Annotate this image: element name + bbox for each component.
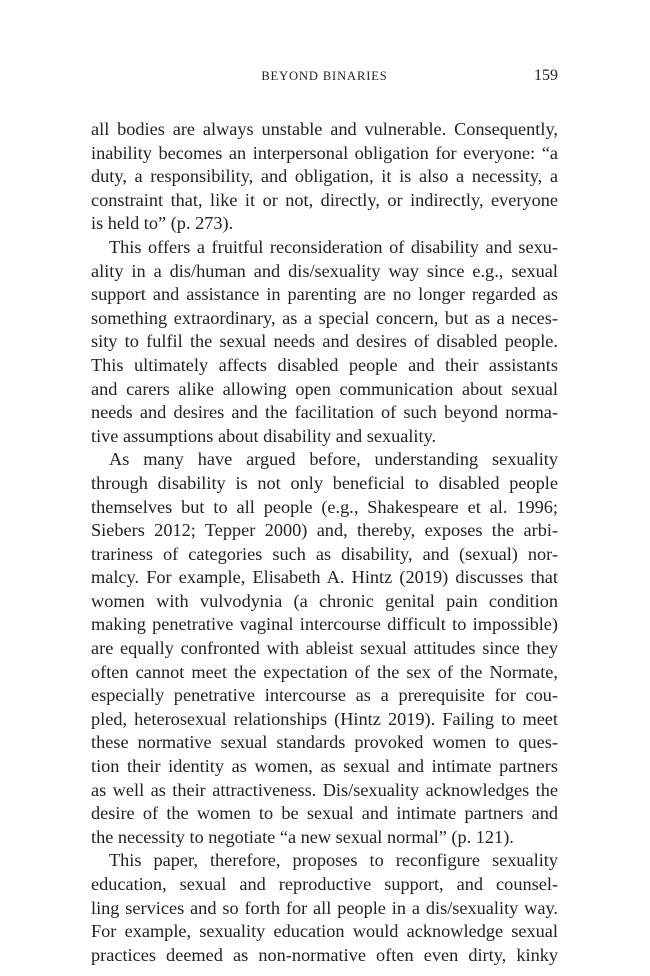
text-line: practices deemed as non-normative often even dirty, kinky — [91, 944, 558, 965]
text-line: pled, heterosexual relationships (Hintz 2019). Failing to meet — [91, 708, 558, 729]
text-line: women with vulvodynia (a chronic genital pain condition — [91, 590, 558, 611]
page-number: 159 — [534, 67, 558, 84]
text-line: is held to” (p. 273). — [91, 213, 234, 234]
text-line: the necessity to negotiate “a new sexual normal” (p. 121). — [91, 826, 514, 847]
text-line: trariness of categories such as disability, and (sexual) nor- — [91, 543, 558, 564]
text-line: especially penetrative intercourse as a prerequisite for cou- — [91, 685, 558, 706]
text-line: making penetrative vaginal intercourse difficult to impossible) — [91, 614, 558, 635]
text-line: This ultimately affects disabled people and their assistants — [91, 354, 558, 375]
text-line: something extraordinary, as a special concern, but as a neces- — [91, 307, 558, 328]
body-text — [91, 118, 558, 967]
text-line: sity to fulfil the sexual needs and desires of disabled people. — [91, 331, 558, 352]
text-line: these normative sexual standards provoked women to ques- — [91, 732, 558, 753]
text-line: duty, a responsibility, and obligation, it is also a necessity, a — [91, 166, 558, 187]
text-line: Siebers 2012; Tepper 2000) and, thereby, exposes the arbi- — [91, 520, 558, 541]
running-header — [91, 66, 558, 86]
text-line: through disability is not only beneficial to disabled people — [91, 472, 558, 493]
text-line: education, sexual and reproductive support, and counsel- — [91, 874, 558, 894]
text-line: This paper, therefore, proposes to reconfigure sexuality — [109, 850, 558, 871]
text-line: tive assumptions about disability and sexuality. — [91, 425, 437, 446]
text-line: as well as their attractiveness. Dis/sexuality acknowledges the — [91, 779, 558, 800]
text-line: all bodies are always unstable and vulnerable. Consequently, — [91, 119, 558, 139]
text-line: desire of the women to be sexual and intimate partners and — [91, 803, 558, 824]
text-line: ality in a dis/human and dis/sexuality way since e.g., sexual — [91, 260, 558, 281]
text-line: constraint that, like it or not, directly, or indirectly, everyone — [91, 189, 558, 210]
text-line: For example, sexuality education would acknowledge sexual — [91, 921, 558, 942]
text-line: This offers a fruitful reconsideration of disability and sexu- — [109, 236, 558, 257]
text-line: often cannot meet the expectation of the sex of the Normate, — [91, 661, 558, 682]
text-line: needs and desires and the facilitation of such beyond norma- — [91, 402, 558, 423]
text-line: tion their identity as women, as sexual and intimate partners — [91, 756, 558, 777]
text-line: malcy. For example, Elisabeth A. Hintz (2019) discusses that — [91, 567, 558, 588]
text-line: As many have argued before, understanding sexuality — [109, 449, 558, 470]
text-line: and carers alike allowing open communication about sexual — [91, 378, 558, 399]
running-title: BEYOND BINARIES — [261, 69, 388, 83]
text-line: ling services and so forth for all people in a dis/sexuality way. — [91, 897, 558, 918]
text-line: inability becomes an interpersonal obligation for everyone: “a — [91, 142, 558, 163]
text-line: are equally confronted with ableist sexual attitudes since they — [91, 638, 558, 659]
text-line: support and assistance in parenting are no longer regarded as — [91, 284, 558, 305]
text-line: themselves but to all people (e.g., Shakespeare et al. 1996; — [91, 496, 558, 517]
